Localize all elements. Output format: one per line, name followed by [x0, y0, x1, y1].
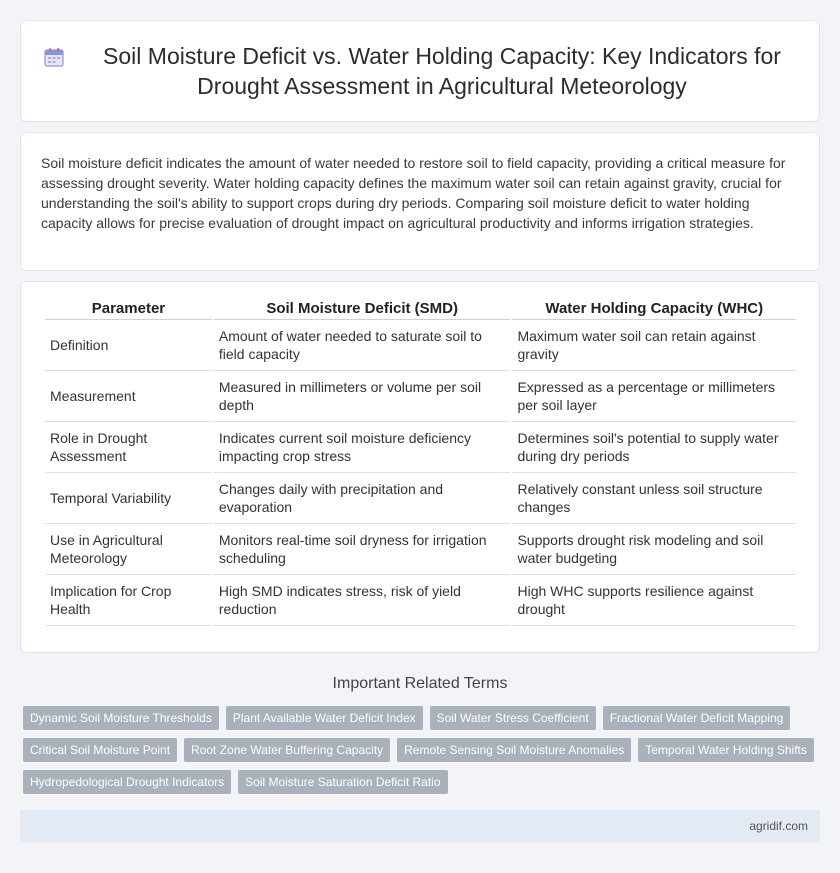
row-smd: High SMD indicates stress, risk of yield reduction: [214, 575, 511, 626]
table-row: [45, 473, 796, 524]
intro-card: [20, 132, 820, 271]
comparison-table-card: [20, 281, 820, 653]
row-smd: Indicates current soil moisture deficiency impacting crop stress: [214, 422, 511, 473]
related-term-tag[interactable]: Fractional Water Deficit Mapping: [603, 706, 791, 730]
intro-paragraph: Soil moisture deficit indicates the amount of water needed to restore soil to field capacity, providing a critical measure for assessing drought severity. Water holding capacity defines the maximum water soil can retain against gravity, crucial for understanding the soil's ability to support crops during dry periods. Comparing soil moisture deficit to water holding capacity allows for precise evaluation of drought impact on agricultural productivity and informs irrigation strategies.: [41, 155, 786, 231]
row-parameter: Temporal Variability: [45, 473, 212, 524]
calendar-icon: [43, 46, 65, 68]
table-header-row: [45, 296, 796, 320]
title-wrap: [21, 21, 819, 121]
related-term-tag[interactable]: Temporal Water Holding Shifts: [638, 738, 814, 762]
row-parameter: Implication for Crop Health: [45, 575, 212, 626]
footer: [20, 810, 820, 843]
table-row: [45, 422, 796, 473]
row-smd: Amount of water needed to saturate soil to field capacity: [214, 320, 511, 371]
related-terms-list: [23, 706, 823, 794]
row-smd: Measured in millimeters or volume per soil depth: [214, 371, 511, 422]
table-row: [45, 575, 796, 626]
row-whc: Maximum water soil can retain against gravity: [512, 320, 796, 371]
related-term-tag[interactable]: Remote Sensing Soil Moisture Anomalies: [397, 738, 631, 762]
related-terms-heading: Important Related Terms: [332, 675, 508, 692]
related-term-tag[interactable]: Plant Available Water Deficit Index: [226, 706, 423, 730]
comparison-table: [43, 296, 798, 626]
table-row: [45, 524, 796, 575]
row-smd: Changes daily with precipitation and evaporation: [214, 473, 511, 524]
related-term-tag[interactable]: Soil Moisture Saturation Deficit Ratio: [238, 770, 447, 794]
row-smd: Monitors real-time soil dryness for irrigation scheduling: [214, 524, 511, 575]
table-row: [45, 320, 796, 371]
header-smd: Soil Moisture Deficit (SMD): [214, 296, 511, 320]
related-term-tag[interactable]: Dynamic Soil Moisture Thresholds: [23, 706, 219, 730]
related-term-tag[interactable]: Hydropedological Drought Indicators: [23, 770, 231, 794]
footer-site-link[interactable]: agridif.com: [749, 819, 808, 833]
row-whc: Determines soil's potential to supply water during dry periods: [512, 422, 796, 473]
row-parameter: Definition: [45, 320, 212, 371]
row-parameter: Use in Agricultural Meteorology: [45, 524, 212, 575]
related-term-tag[interactable]: Soil Water Stress Coefficient: [430, 706, 596, 730]
row-whc: Supports drought risk modeling and soil water budgeting: [512, 524, 796, 575]
related-term-tag[interactable]: Critical Soil Moisture Point: [23, 738, 177, 762]
related-term-tag[interactable]: Root Zone Water Buffering Capacity: [184, 738, 390, 762]
row-whc: Relatively constant unless soil structure changes: [512, 473, 796, 524]
header-parameter: Parameter: [45, 296, 212, 320]
title-card: [20, 20, 820, 122]
page-title: Soil Moisture Deficit vs. Water Holding Capacity: Key Indicators for Drought Assessment in Agricultural Meteorology: [103, 43, 781, 99]
row-whc: High WHC supports resilience against drought: [512, 575, 796, 626]
header-whc: Water Holding Capacity (WHC): [512, 296, 796, 320]
table-row: [45, 371, 796, 422]
row-parameter: Role in Drought Assessment: [45, 422, 212, 473]
row-whc: Expressed as a percentage or millimeters per soil layer: [512, 371, 796, 422]
row-parameter: Measurement: [45, 371, 212, 422]
